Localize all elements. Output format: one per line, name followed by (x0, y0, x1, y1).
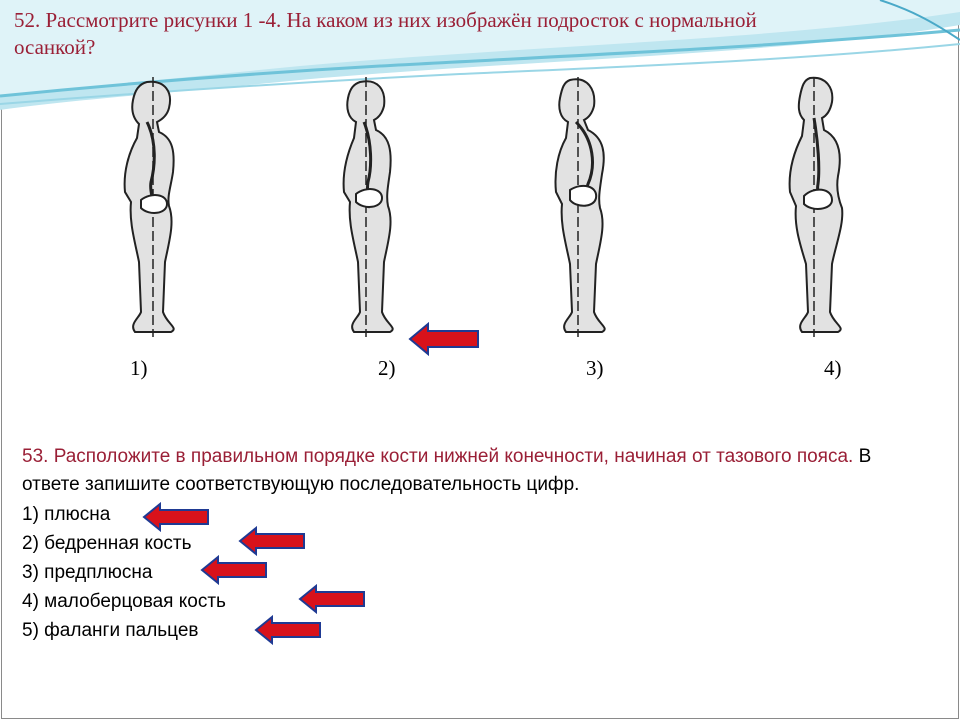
answer-arrow-option-5 (254, 615, 322, 645)
question-52-text: 52. Рассмотрите рисунки 1 -4. На каком из них изображён подросток с нормальной осанкой? (14, 8, 757, 59)
posture-figure-3 (530, 72, 650, 342)
answer-option-1: 1) плюсна (22, 504, 111, 525)
answer-option-2: 2) бедренная кость (22, 533, 192, 554)
answer-option-4: 4) малоберцовая кость (22, 591, 226, 612)
question-53-text (22, 443, 922, 499)
answer-arrow-52 (408, 322, 480, 356)
question-53-prompt: 53. Расположите в правильном порядке кости нижней конечности, начиная от тазового пояса. (22, 446, 854, 467)
answer-arrow-option-4 (298, 584, 366, 614)
answer-option-3: 3) предплюсна (22, 562, 153, 583)
answer-arrow-option-3 (200, 555, 268, 585)
answer-arrow-option-1 (142, 502, 210, 532)
figure-label-4: 4) (824, 356, 842, 380)
posture-figure-1 (95, 72, 215, 342)
figure-label-2: 2) (378, 356, 396, 380)
figure-label-1: 1) (130, 356, 148, 380)
posture-figure-2 (320, 72, 440, 342)
answer-arrow-option-2 (238, 526, 306, 556)
answer-option-5: 5) фаланги пальцев (22, 620, 199, 641)
question-53-instruction: В ответе запишите соответствующую последовательность цифр. (22, 446, 872, 495)
posture-figure-4 (760, 72, 880, 342)
figure-label-3: 3) (586, 356, 604, 380)
